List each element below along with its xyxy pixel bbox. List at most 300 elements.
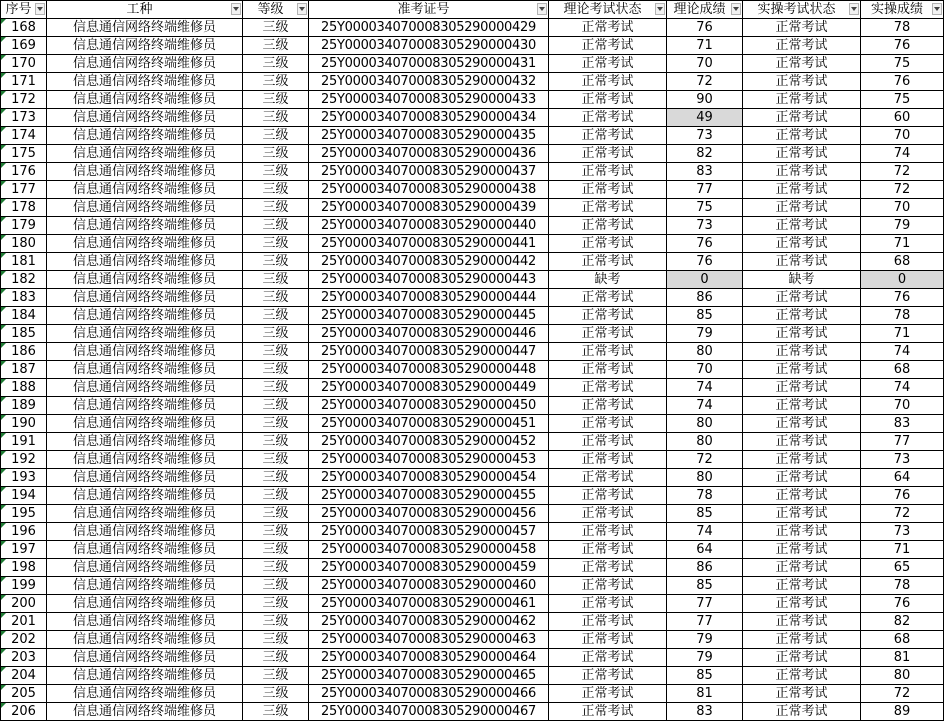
cell-job-type[interactable]: 信息通信网络终端维修员 xyxy=(47,559,243,577)
cell-practical-score[interactable]: 72 xyxy=(861,163,944,181)
cell-practical-score[interactable]: 71 xyxy=(861,235,944,253)
cell-level[interactable]: 三级 xyxy=(243,37,309,55)
cell-job-type[interactable]: 信息通信网络终端维修员 xyxy=(47,127,243,145)
cell-practical-score[interactable]: 75 xyxy=(861,91,944,109)
cell-level[interactable]: 三级 xyxy=(243,649,309,667)
cell-level[interactable]: 三级 xyxy=(243,289,309,307)
cell-practical-score[interactable]: 78 xyxy=(861,19,944,37)
cell-job-type[interactable]: 信息通信网络终端维修员 xyxy=(47,595,243,613)
cell-practical-score[interactable]: 70 xyxy=(861,127,944,145)
cell-job-type[interactable]: 信息通信网络终端维修员 xyxy=(47,235,243,253)
cell-practical-status[interactable]: 正常考试 xyxy=(743,541,861,559)
cell-theory-status[interactable]: 正常考试 xyxy=(549,469,667,487)
cell-theory-status[interactable]: 正常考试 xyxy=(549,559,667,577)
cell-theory-status[interactable]: 正常考试 xyxy=(549,541,667,559)
cell-theory-status[interactable]: 正常考试 xyxy=(549,595,667,613)
cell-ticket-number[interactable]: 25Y000034070008305290000444 xyxy=(309,289,549,307)
cell-job-type[interactable]: 信息通信网络终端维修员 xyxy=(47,685,243,703)
cell-level[interactable]: 三级 xyxy=(243,325,309,343)
cell-job-type[interactable]: 信息通信网络终端维修员 xyxy=(47,73,243,91)
cell-practical-status[interactable]: 正常考试 xyxy=(743,523,861,541)
cell-theory-score[interactable]: 74 xyxy=(667,397,743,415)
cell-theory-status[interactable]: 正常考试 xyxy=(549,667,667,685)
cell-level[interactable]: 三级 xyxy=(243,703,309,721)
cell-theory-score[interactable]: 85 xyxy=(667,577,743,595)
cell-theory-status[interactable]: 正常考试 xyxy=(549,91,667,109)
cell-theory-score[interactable]: 83 xyxy=(667,703,743,721)
cell-practical-score[interactable]: 71 xyxy=(861,541,944,559)
cell-ticket-number[interactable]: 25Y000034070008305290000434 xyxy=(309,109,549,127)
cell-practical-status[interactable]: 正常考试 xyxy=(743,199,861,217)
cell-level[interactable]: 三级 xyxy=(243,55,309,73)
cell-level[interactable]: 三级 xyxy=(243,577,309,595)
cell-ticket-number[interactable]: 25Y000034070008305290000459 xyxy=(309,559,549,577)
cell-theory-status[interactable]: 正常考试 xyxy=(549,307,667,325)
cell-practical-score[interactable]: 76 xyxy=(861,595,944,613)
cell-ticket-number[interactable]: 25Y000034070008305290000433 xyxy=(309,91,549,109)
cell-practical-score[interactable]: 76 xyxy=(861,37,944,55)
header-seq[interactable] xyxy=(1,1,47,19)
cell-level[interactable]: 三级 xyxy=(243,379,309,397)
cell-practical-status[interactable]: 正常考试 xyxy=(743,55,861,73)
cell-level[interactable]: 三级 xyxy=(243,271,309,289)
cell-theory-status[interactable]: 正常考试 xyxy=(549,577,667,595)
cell-seq[interactable]: 191 xyxy=(1,433,47,451)
cell-theory-score[interactable]: 72 xyxy=(667,73,743,91)
cell-job-type[interactable]: 信息通信网络终端维修员 xyxy=(47,541,243,559)
cell-practical-status[interactable]: 正常考试 xyxy=(743,397,861,415)
cell-level[interactable]: 三级 xyxy=(243,559,309,577)
cell-practical-status[interactable]: 正常考试 xyxy=(743,127,861,145)
cell-seq[interactable]: 168 xyxy=(1,19,47,37)
cell-practical-status[interactable]: 正常考试 xyxy=(743,253,861,271)
cell-seq[interactable]: 179 xyxy=(1,217,47,235)
cell-job-type[interactable]: 信息通信网络终端维修员 xyxy=(47,271,243,289)
cell-ticket-number[interactable]: 25Y000034070008305290000437 xyxy=(309,163,549,181)
cell-seq[interactable]: 203 xyxy=(1,649,47,667)
cell-seq[interactable]: 173 xyxy=(1,109,47,127)
cell-theory-status[interactable]: 正常考试 xyxy=(549,487,667,505)
header-practical-status[interactable] xyxy=(743,1,861,19)
cell-seq[interactable]: 201 xyxy=(1,613,47,631)
cell-theory-score[interactable]: 90 xyxy=(667,91,743,109)
cell-level[interactable]: 三级 xyxy=(243,631,309,649)
cell-ticket-number[interactable]: 25Y000034070008305290000455 xyxy=(309,487,549,505)
cell-theory-score[interactable]: 85 xyxy=(667,505,743,523)
cell-ticket-number[interactable]: 25Y000034070008305290000449 xyxy=(309,379,549,397)
cell-seq[interactable]: 187 xyxy=(1,361,47,379)
cell-seq[interactable]: 186 xyxy=(1,343,47,361)
cell-theory-status[interactable]: 正常考试 xyxy=(549,343,667,361)
cell-level[interactable]: 三级 xyxy=(243,505,309,523)
cell-practical-status[interactable]: 正常考试 xyxy=(743,559,861,577)
cell-practical-score[interactable]: 73 xyxy=(861,451,944,469)
cell-level[interactable]: 三级 xyxy=(243,343,309,361)
header-theory-score[interactable] xyxy=(667,1,743,19)
cell-theory-score[interactable]: 79 xyxy=(667,325,743,343)
cell-seq[interactable]: 204 xyxy=(1,667,47,685)
cell-practical-score[interactable]: 64 xyxy=(861,469,944,487)
cell-seq[interactable]: 199 xyxy=(1,577,47,595)
cell-seq[interactable]: 185 xyxy=(1,325,47,343)
cell-theory-status[interactable]: 正常考试 xyxy=(549,703,667,721)
cell-level[interactable]: 三级 xyxy=(243,613,309,631)
cell-level[interactable]: 三级 xyxy=(243,541,309,559)
cell-theory-status[interactable]: 正常考试 xyxy=(549,127,667,145)
cell-practical-status[interactable]: 正常考试 xyxy=(743,595,861,613)
cell-seq[interactable]: 184 xyxy=(1,307,47,325)
cell-theory-status[interactable]: 正常考试 xyxy=(549,289,667,307)
cell-job-type[interactable]: 信息通信网络终端维修员 xyxy=(47,487,243,505)
cell-theory-status[interactable]: 正常考试 xyxy=(549,199,667,217)
cell-ticket-number[interactable]: 25Y000034070008305290000438 xyxy=(309,181,549,199)
cell-level[interactable]: 三级 xyxy=(243,145,309,163)
cell-practical-status[interactable]: 正常考试 xyxy=(743,145,861,163)
cell-practical-score[interactable]: 68 xyxy=(861,361,944,379)
cell-theory-score[interactable]: 86 xyxy=(667,559,743,577)
cell-theory-score[interactable]: 71 xyxy=(667,37,743,55)
cell-theory-status[interactable]: 正常考试 xyxy=(549,55,667,73)
cell-theory-score[interactable]: 79 xyxy=(667,631,743,649)
cell-ticket-number[interactable]: 25Y000034070008305290000443 xyxy=(309,271,549,289)
cell-practical-score[interactable]: 71 xyxy=(861,325,944,343)
cell-theory-score[interactable]: 83 xyxy=(667,163,743,181)
cell-practical-score[interactable]: 74 xyxy=(861,145,944,163)
cell-theory-score[interactable]: 76 xyxy=(667,19,743,37)
cell-practical-score[interactable]: 70 xyxy=(861,397,944,415)
cell-job-type[interactable]: 信息通信网络终端维修员 xyxy=(47,397,243,415)
cell-theory-status[interactable]: 正常考试 xyxy=(549,523,667,541)
cell-seq[interactable]: 192 xyxy=(1,451,47,469)
cell-ticket-number[interactable]: 25Y000034070008305290000450 xyxy=(309,397,549,415)
cell-practical-score[interactable]: 70 xyxy=(861,199,944,217)
cell-job-type[interactable]: 信息通信网络终端维修员 xyxy=(47,217,243,235)
cell-seq[interactable]: 174 xyxy=(1,127,47,145)
cell-theory-score[interactable]: 82 xyxy=(667,145,743,163)
cell-ticket-number[interactable]: 25Y000034070008305290000441 xyxy=(309,235,549,253)
cell-practical-status[interactable]: 正常考试 xyxy=(743,469,861,487)
cell-level[interactable]: 三级 xyxy=(243,163,309,181)
cell-theory-score[interactable]: 70 xyxy=(667,55,743,73)
filter-dropdown-icon[interactable] xyxy=(537,3,547,15)
cell-level[interactable]: 三级 xyxy=(243,685,309,703)
cell-theory-status[interactable]: 正常考试 xyxy=(549,73,667,91)
cell-seq[interactable]: 182 xyxy=(1,271,47,289)
header-theory-status[interactable] xyxy=(549,1,667,19)
cell-level[interactable]: 三级 xyxy=(243,469,309,487)
cell-job-type[interactable]: 信息通信网络终端维修员 xyxy=(47,253,243,271)
cell-seq[interactable]: 188 xyxy=(1,379,47,397)
cell-job-type[interactable]: 信息通信网络终端维修员 xyxy=(47,577,243,595)
cell-practical-status[interactable]: 正常考试 xyxy=(743,361,861,379)
cell-theory-status[interactable]: 正常考试 xyxy=(549,433,667,451)
cell-job-type[interactable]: 信息通信网络终端维修员 xyxy=(47,451,243,469)
cell-practical-score[interactable]: 74 xyxy=(861,379,944,397)
cell-job-type[interactable]: 信息通信网络终端维修员 xyxy=(47,145,243,163)
cell-job-type[interactable]: 信息通信网络终端维修员 xyxy=(47,379,243,397)
cell-theory-status[interactable]: 正常考试 xyxy=(549,397,667,415)
cell-seq[interactable]: 169 xyxy=(1,37,47,55)
cell-theory-score[interactable]: 73 xyxy=(667,127,743,145)
cell-theory-score[interactable]: 73 xyxy=(667,217,743,235)
cell-practical-status[interactable]: 正常考试 xyxy=(743,73,861,91)
cell-job-type[interactable]: 信息通信网络终端维修员 xyxy=(47,469,243,487)
cell-level[interactable]: 三级 xyxy=(243,253,309,271)
cell-theory-status[interactable]: 正常考试 xyxy=(549,37,667,55)
cell-seq[interactable]: 177 xyxy=(1,181,47,199)
cell-theory-status[interactable]: 正常考试 xyxy=(549,325,667,343)
cell-ticket-number[interactable]: 25Y000034070008305290000439 xyxy=(309,199,549,217)
header-job-type[interactable] xyxy=(47,1,243,19)
cell-seq[interactable]: 195 xyxy=(1,505,47,523)
cell-practical-score[interactable]: 76 xyxy=(861,289,944,307)
cell-job-type[interactable]: 信息通信网络终端维修员 xyxy=(47,361,243,379)
filter-dropdown-icon[interactable] xyxy=(231,3,241,15)
cell-theory-score[interactable]: 77 xyxy=(667,595,743,613)
cell-practical-status[interactable]: 正常考试 xyxy=(743,667,861,685)
cell-ticket-number[interactable]: 25Y000034070008305290000457 xyxy=(309,523,549,541)
cell-seq[interactable]: 202 xyxy=(1,631,47,649)
cell-level[interactable]: 三级 xyxy=(243,595,309,613)
cell-ticket-number[interactable]: 25Y000034070008305290000458 xyxy=(309,541,549,559)
cell-job-type[interactable]: 信息通信网络终端维修员 xyxy=(47,37,243,55)
cell-theory-status[interactable]: 正常考试 xyxy=(549,631,667,649)
cell-practical-score[interactable]: 68 xyxy=(861,253,944,271)
cell-practical-score[interactable]: 89 xyxy=(861,703,944,721)
cell-job-type[interactable]: 信息通信网络终端维修员 xyxy=(47,199,243,217)
cell-level[interactable]: 三级 xyxy=(243,109,309,127)
filter-dropdown-icon[interactable] xyxy=(297,3,307,15)
cell-practical-status[interactable]: 正常考试 xyxy=(743,307,861,325)
cell-ticket-number[interactable]: 25Y000034070008305290000463 xyxy=(309,631,549,649)
cell-job-type[interactable]: 信息通信网络终端维修员 xyxy=(47,433,243,451)
cell-theory-score[interactable]: 0 xyxy=(667,271,743,289)
cell-ticket-number[interactable]: 25Y000034070008305290000452 xyxy=(309,433,549,451)
cell-theory-status[interactable]: 正常考试 xyxy=(549,505,667,523)
cell-ticket-number[interactable]: 25Y000034070008305290000436 xyxy=(309,145,549,163)
cell-seq[interactable]: 200 xyxy=(1,595,47,613)
cell-ticket-number[interactable]: 25Y000034070008305290000442 xyxy=(309,253,549,271)
cell-practical-status[interactable]: 缺考 xyxy=(743,271,861,289)
cell-theory-status[interactable]: 正常考试 xyxy=(549,379,667,397)
cell-job-type[interactable]: 信息通信网络终端维修员 xyxy=(47,667,243,685)
cell-theory-score[interactable]: 75 xyxy=(667,199,743,217)
cell-ticket-number[interactable]: 25Y000034070008305290000432 xyxy=(309,73,549,91)
cell-theory-status[interactable]: 正常考试 xyxy=(549,415,667,433)
cell-theory-score[interactable]: 79 xyxy=(667,649,743,667)
cell-theory-status[interactable]: 正常考试 xyxy=(549,217,667,235)
cell-seq[interactable]: 170 xyxy=(1,55,47,73)
cell-practical-status[interactable]: 正常考试 xyxy=(743,505,861,523)
cell-ticket-number[interactable]: 25Y000034070008305290000440 xyxy=(309,217,549,235)
cell-ticket-number[interactable]: 25Y000034070008305290000464 xyxy=(309,649,549,667)
cell-level[interactable]: 三级 xyxy=(243,235,309,253)
cell-theory-status[interactable]: 正常考试 xyxy=(549,253,667,271)
cell-job-type[interactable]: 信息通信网络终端维修员 xyxy=(47,163,243,181)
cell-practical-score[interactable]: 73 xyxy=(861,523,944,541)
filter-dropdown-icon[interactable] xyxy=(655,3,665,15)
cell-job-type[interactable]: 信息通信网络终端维修员 xyxy=(47,631,243,649)
cell-seq[interactable]: 181 xyxy=(1,253,47,271)
cell-ticket-number[interactable]: 25Y000034070008305290000431 xyxy=(309,55,549,73)
cell-practical-status[interactable]: 正常考试 xyxy=(743,235,861,253)
cell-practical-score[interactable]: 60 xyxy=(861,109,944,127)
cell-practical-score[interactable]: 76 xyxy=(861,487,944,505)
cell-level[interactable]: 三级 xyxy=(243,181,309,199)
cell-level[interactable]: 三级 xyxy=(243,19,309,37)
filter-dropdown-icon[interactable] xyxy=(932,3,942,15)
cell-seq[interactable]: 175 xyxy=(1,145,47,163)
cell-job-type[interactable]: 信息通信网络终端维修员 xyxy=(47,613,243,631)
cell-theory-status[interactable]: 正常考试 xyxy=(549,685,667,703)
cell-theory-status[interactable]: 正常考试 xyxy=(549,451,667,469)
cell-practical-status[interactable]: 正常考试 xyxy=(743,415,861,433)
cell-ticket-number[interactable]: 25Y000034070008305290000465 xyxy=(309,667,549,685)
cell-job-type[interactable]: 信息通信网络终端维修员 xyxy=(47,289,243,307)
cell-practical-score[interactable]: 78 xyxy=(861,307,944,325)
cell-level[interactable]: 三级 xyxy=(243,361,309,379)
cell-theory-score[interactable]: 76 xyxy=(667,235,743,253)
cell-ticket-number[interactable]: 25Y000034070008305290000447 xyxy=(309,343,549,361)
cell-job-type[interactable]: 信息通信网络终端维修员 xyxy=(47,19,243,37)
cell-level[interactable]: 三级 xyxy=(243,127,309,145)
cell-theory-status[interactable]: 正常考试 xyxy=(549,19,667,37)
cell-practical-status[interactable]: 正常考试 xyxy=(743,109,861,127)
cell-practical-status[interactable]: 正常考试 xyxy=(743,343,861,361)
cell-seq[interactable]: 194 xyxy=(1,487,47,505)
cell-practical-score[interactable]: 72 xyxy=(861,181,944,199)
cell-practical-score[interactable]: 79 xyxy=(861,217,944,235)
cell-theory-status[interactable]: 正常考试 xyxy=(549,145,667,163)
cell-practical-status[interactable]: 正常考试 xyxy=(743,631,861,649)
cell-theory-score[interactable]: 74 xyxy=(667,379,743,397)
cell-job-type[interactable]: 信息通信网络终端维修员 xyxy=(47,343,243,361)
cell-seq[interactable]: 190 xyxy=(1,415,47,433)
cell-level[interactable]: 三级 xyxy=(243,199,309,217)
cell-practical-score[interactable]: 72 xyxy=(861,505,944,523)
cell-seq[interactable]: 206 xyxy=(1,703,47,721)
cell-level[interactable]: 三级 xyxy=(243,433,309,451)
cell-theory-status[interactable]: 缺考 xyxy=(549,271,667,289)
cell-practical-score[interactable]: 80 xyxy=(861,667,944,685)
cell-level[interactable]: 三级 xyxy=(243,307,309,325)
cell-practical-status[interactable]: 正常考试 xyxy=(743,703,861,721)
cell-practical-status[interactable]: 正常考试 xyxy=(743,649,861,667)
cell-theory-score[interactable]: 72 xyxy=(667,451,743,469)
cell-job-type[interactable]: 信息通信网络终端维修员 xyxy=(47,523,243,541)
cell-practical-status[interactable]: 正常考试 xyxy=(743,163,861,181)
cell-theory-score[interactable]: 85 xyxy=(667,667,743,685)
cell-theory-score[interactable]: 80 xyxy=(667,469,743,487)
header-ticket-number[interactable] xyxy=(309,1,549,19)
cell-level[interactable]: 三级 xyxy=(243,91,309,109)
cell-theory-score[interactable]: 85 xyxy=(667,307,743,325)
cell-theory-score[interactable]: 80 xyxy=(667,433,743,451)
cell-theory-score[interactable]: 70 xyxy=(667,361,743,379)
cell-practical-score[interactable]: 72 xyxy=(861,685,944,703)
cell-ticket-number[interactable]: 25Y000034070008305290000429 xyxy=(309,19,549,37)
cell-theory-score[interactable]: 77 xyxy=(667,613,743,631)
cell-seq[interactable]: 172 xyxy=(1,91,47,109)
cell-ticket-number[interactable]: 25Y000034070008305290000461 xyxy=(309,595,549,613)
cell-theory-score[interactable]: 80 xyxy=(667,415,743,433)
cell-theory-status[interactable]: 正常考试 xyxy=(549,613,667,631)
cell-seq[interactable]: 183 xyxy=(1,289,47,307)
cell-practical-score[interactable]: 68 xyxy=(861,631,944,649)
cell-seq[interactable]: 180 xyxy=(1,235,47,253)
filter-dropdown-icon[interactable] xyxy=(849,3,859,15)
cell-job-type[interactable]: 信息通信网络终端维修员 xyxy=(47,325,243,343)
cell-level[interactable]: 三级 xyxy=(243,487,309,505)
cell-practical-status[interactable]: 正常考试 xyxy=(743,325,861,343)
cell-practical-score[interactable]: 77 xyxy=(861,433,944,451)
cell-ticket-number[interactable]: 25Y000034070008305290000445 xyxy=(309,307,549,325)
cell-seq[interactable]: 205 xyxy=(1,685,47,703)
cell-practical-score[interactable]: 75 xyxy=(861,55,944,73)
cell-theory-score[interactable]: 80 xyxy=(667,343,743,361)
cell-level[interactable]: 三级 xyxy=(243,73,309,91)
cell-theory-score[interactable]: 76 xyxy=(667,253,743,271)
cell-ticket-number[interactable]: 25Y000034070008305290000460 xyxy=(309,577,549,595)
cell-job-type[interactable]: 信息通信网络终端维修员 xyxy=(47,649,243,667)
cell-level[interactable]: 三级 xyxy=(243,397,309,415)
cell-practical-status[interactable]: 正常考试 xyxy=(743,379,861,397)
cell-theory-status[interactable]: 正常考试 xyxy=(549,235,667,253)
cell-theory-score[interactable]: 49 xyxy=(667,109,743,127)
cell-practical-status[interactable]: 正常考试 xyxy=(743,433,861,451)
cell-seq[interactable]: 178 xyxy=(1,199,47,217)
cell-job-type[interactable]: 信息通信网络终端维修员 xyxy=(47,307,243,325)
cell-ticket-number[interactable]: 25Y000034070008305290000456 xyxy=(309,505,549,523)
cell-theory-status[interactable]: 正常考试 xyxy=(549,163,667,181)
header-practical-score[interactable] xyxy=(861,1,944,19)
cell-ticket-number[interactable]: 25Y000034070008305290000467 xyxy=(309,703,549,721)
cell-job-type[interactable]: 信息通信网络终端维修员 xyxy=(47,181,243,199)
cell-practical-score[interactable]: 74 xyxy=(861,343,944,361)
cell-seq[interactable]: 189 xyxy=(1,397,47,415)
cell-ticket-number[interactable]: 25Y000034070008305290000435 xyxy=(309,127,549,145)
cell-practical-status[interactable]: 正常考试 xyxy=(743,613,861,631)
cell-theory-status[interactable]: 正常考试 xyxy=(549,649,667,667)
cell-practical-status[interactable]: 正常考试 xyxy=(743,91,861,109)
cell-practical-score[interactable]: 76 xyxy=(861,73,944,91)
cell-job-type[interactable]: 信息通信网络终端维修员 xyxy=(47,415,243,433)
cell-ticket-number[interactable]: 25Y000034070008305290000466 xyxy=(309,685,549,703)
cell-ticket-number[interactable]: 25Y000034070008305290000454 xyxy=(309,469,549,487)
cell-ticket-number[interactable]: 25Y000034070008305290000462 xyxy=(309,613,549,631)
cell-job-type[interactable]: 信息通信网络终端维修员 xyxy=(47,703,243,721)
cell-practical-score[interactable]: 82 xyxy=(861,613,944,631)
cell-practical-score[interactable]: 78 xyxy=(861,577,944,595)
cell-practical-status[interactable]: 正常考试 xyxy=(743,487,861,505)
cell-ticket-number[interactable]: 25Y000034070008305290000430 xyxy=(309,37,549,55)
cell-level[interactable]: 三级 xyxy=(243,415,309,433)
cell-theory-status[interactable]: 正常考试 xyxy=(549,361,667,379)
cell-theory-score[interactable]: 77 xyxy=(667,181,743,199)
cell-theory-score[interactable]: 81 xyxy=(667,685,743,703)
cell-job-type[interactable]: 信息通信网络终端维修员 xyxy=(47,91,243,109)
cell-ticket-number[interactable]: 25Y000034070008305290000451 xyxy=(309,415,549,433)
cell-seq[interactable]: 176 xyxy=(1,163,47,181)
cell-practical-status[interactable]: 正常考试 xyxy=(743,451,861,469)
cell-practical-status[interactable]: 正常考试 xyxy=(743,37,861,55)
cell-theory-score[interactable]: 64 xyxy=(667,541,743,559)
cell-job-type[interactable]: 信息通信网络终端维修员 xyxy=(47,55,243,73)
cell-seq[interactable]: 196 xyxy=(1,523,47,541)
cell-seq[interactable]: 198 xyxy=(1,559,47,577)
cell-level[interactable]: 三级 xyxy=(243,217,309,235)
cell-practical-status[interactable]: 正常考试 xyxy=(743,289,861,307)
